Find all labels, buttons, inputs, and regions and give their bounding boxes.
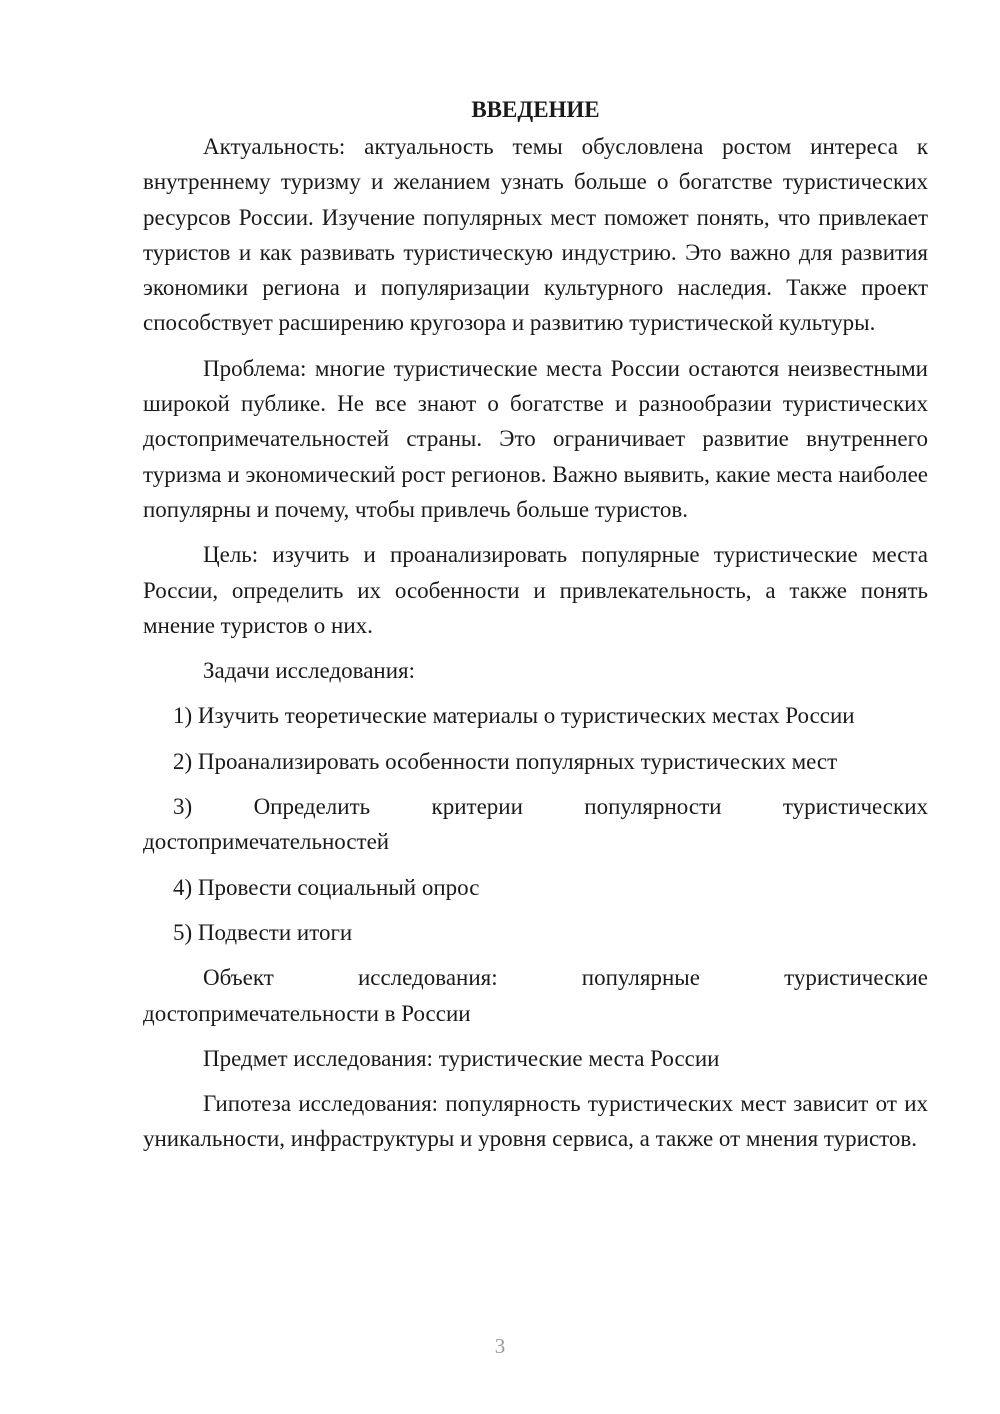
tasks-list [143,698,928,950]
hypothesis-paragraph: Гипотеза исследования: популярность туристических мест зависит от их уникальности, инфраструктуры и уровня сервиса, а также от мнения туристов. [143,1091,928,1152]
goal-paragraph: Цель: изучить и проанализировать популярные туристические места России, определить их особенности и привлекательность, а также понять мнение туристов о них. [143,542,928,638]
task-item: 2) Проанализировать особенности популярных туристических мест [173,748,838,774]
task-item: 5) Подвести итоги [173,919,353,945]
problem-paragraph: Проблема: многие туристические места России остаются неизвестными широкой публике. Не все знают о богатстве и разнообразии туристических достопримечательностей страны. Это ограничивает развитие внутреннего туризма и экономический рост регионов. Важно выявить, какие места наиболее популярны и почему, чтобы привлечь больше туристов. [143,355,928,522]
object-paragraph: Объект исследования: популярные туристические достопримечательности в России [143,965,928,1026]
document-body [143,92,928,1167]
task-item: 1) Изучить теоретические материалы о туристических местах России [173,703,855,729]
subject-paragraph: Предмет исследования: туристические места России [203,1045,720,1071]
page-title: ВВЕДЕНИЕ [471,97,600,122]
tasks-heading: Задачи исследования: [203,658,416,684]
task-item: 3) Определить критерии популярности туристических достопримечательностей [143,794,928,855]
task-item: 4) Провести социальный опрос [173,874,480,900]
relevance-paragraph: Актуальность: актуальность темы обусловлена ростом интереса к внутреннему туризму и желанием узнать больше о богатстве туристических ресурсов России. Изучение популярных мест поможет понять, что привлекает туристов и как развивать туристическую индустрию. Это важно для развития экономики региона и популяризации культурного наследия. Также проект способствует расширению кругозора и развитию туристической культуры. [143,134,928,336]
page-number: 3 [494,1334,506,1358]
